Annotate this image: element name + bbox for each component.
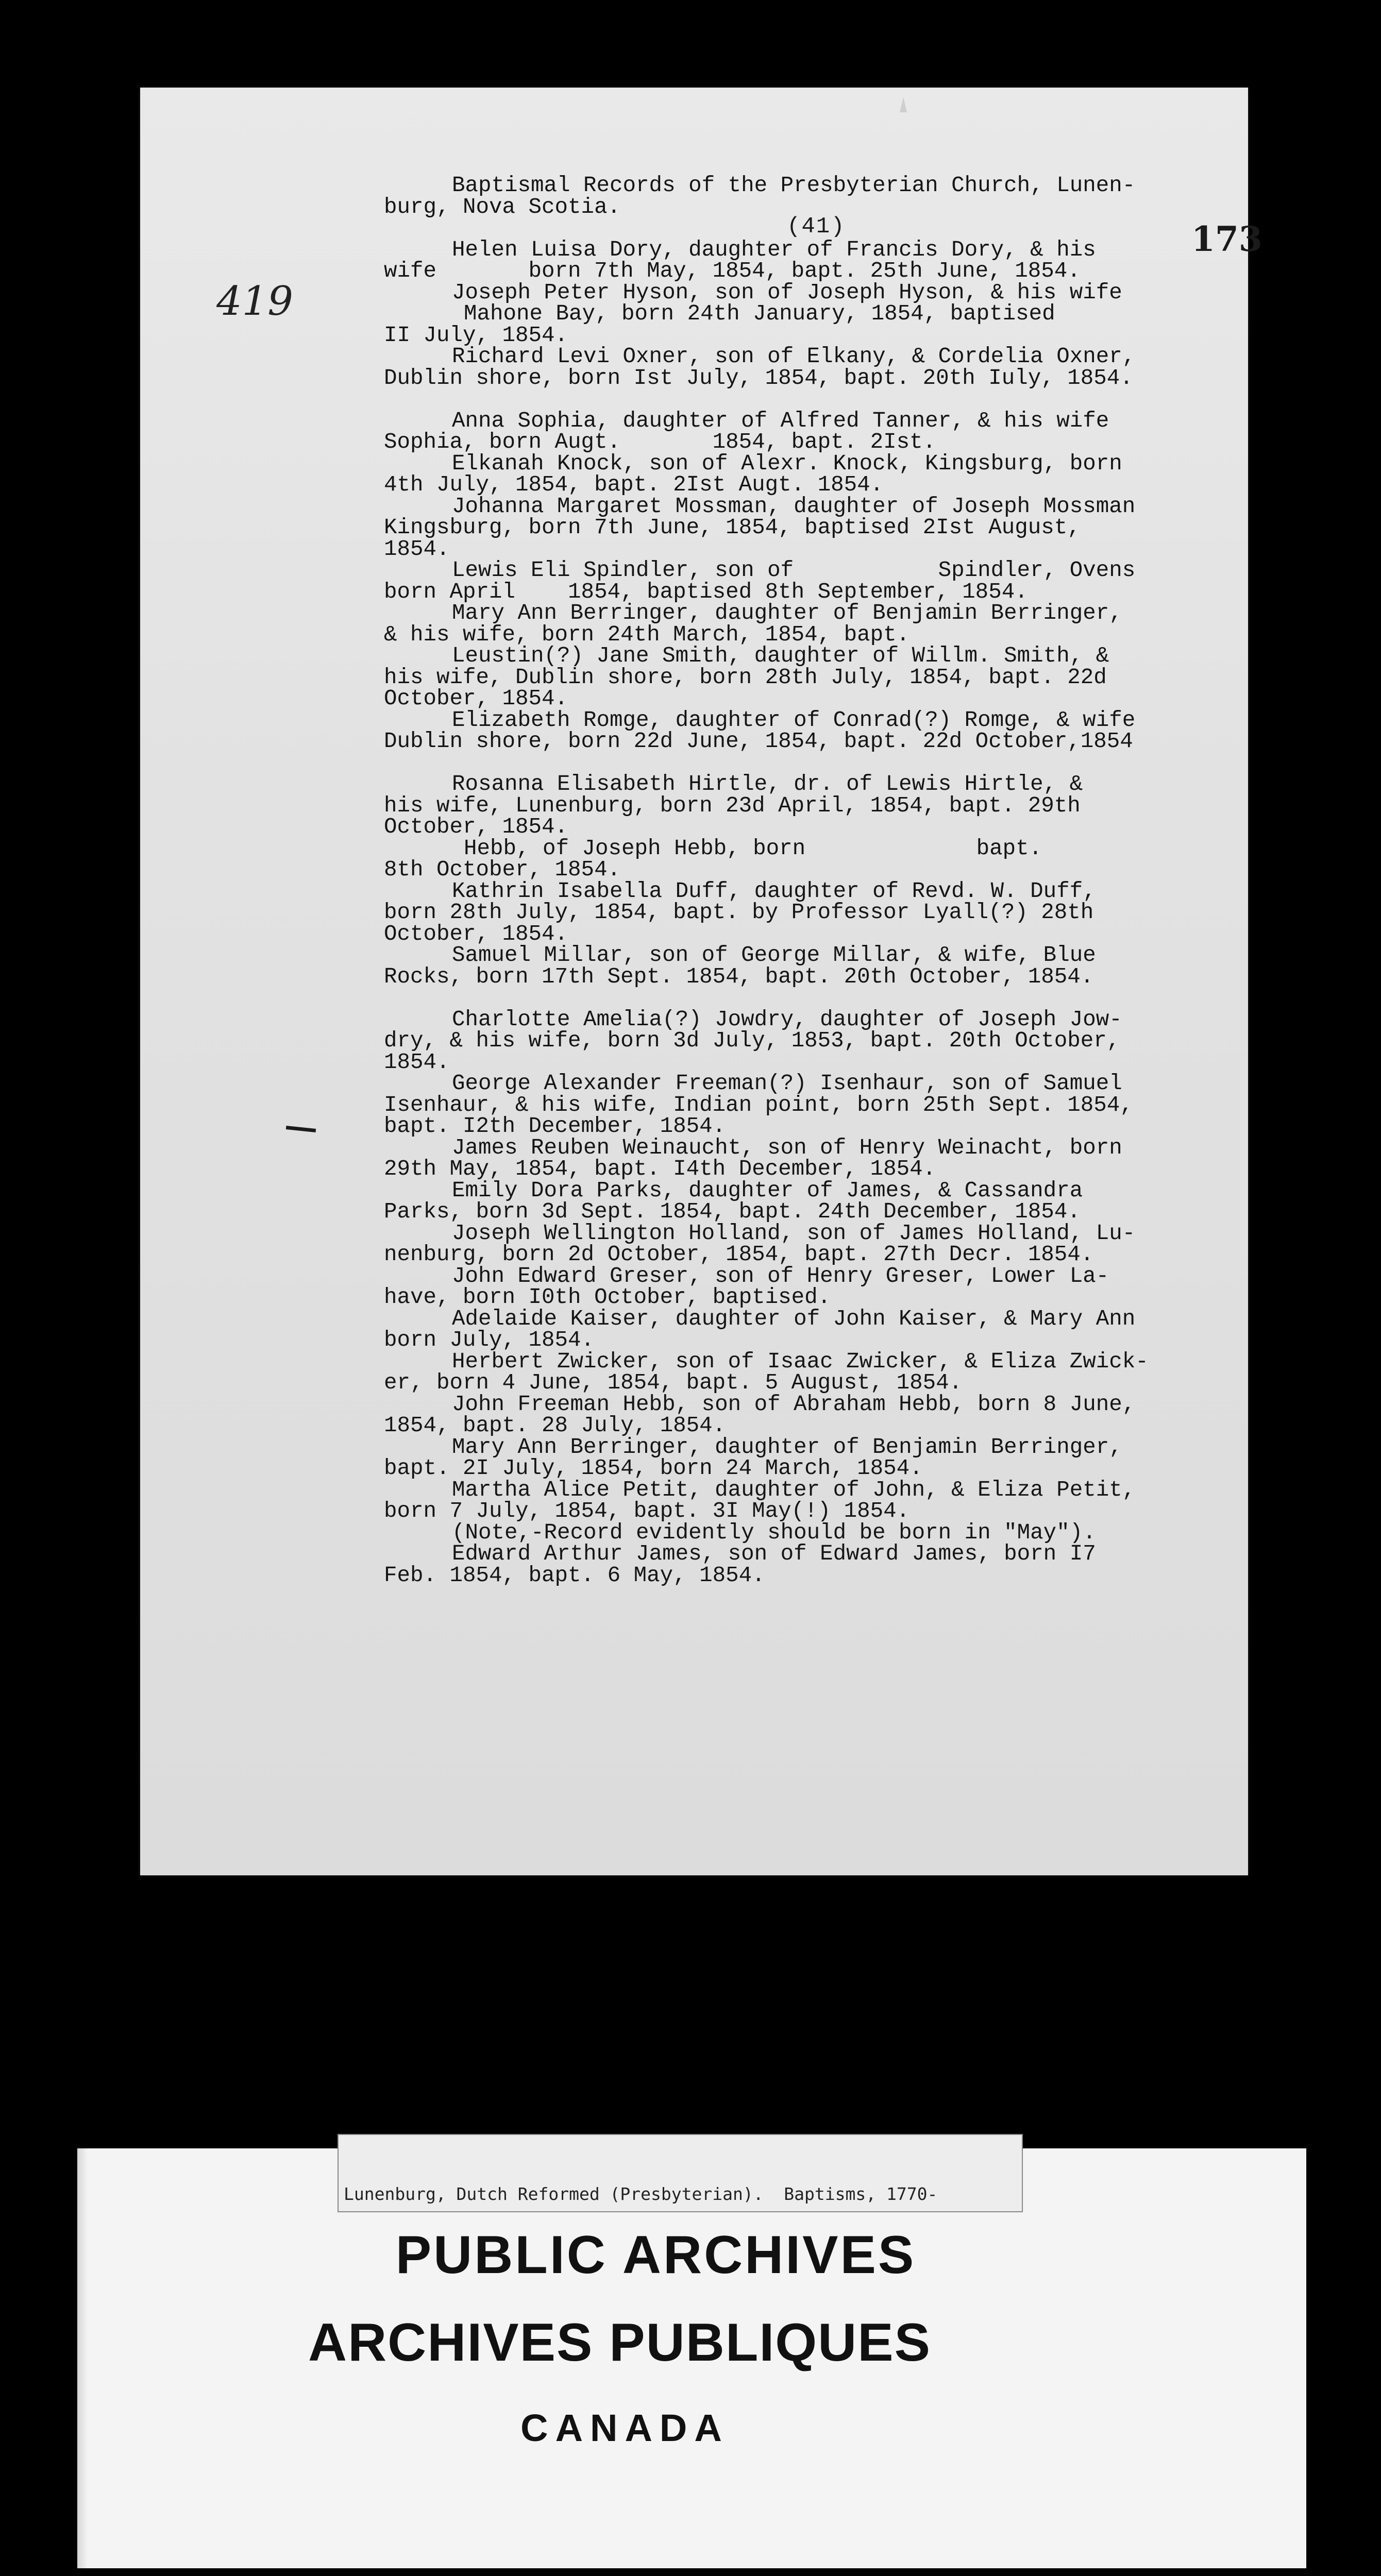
record-line: Rosanna Elisabeth Hirtle, dr. of Lewis Hirtle, & [452,772,1083,796]
record-line: Mary Ann Berringer, daughter of Benjamin Berringer, [452,601,1122,625]
record-line: Charlotte Amelia(?) Jowdry, daughter of Joseph Jow- [452,1007,1122,1032]
archive-country: CANADA [520,2406,729,2449]
record-line: & his wife, born 24th March, 1854, bapt. [384,622,910,647]
record-line: Hebb, of Joseph Hebb, born bapt. [464,836,1042,861]
record-line: 1854. [384,1049,450,1075]
record-line: born 28th July, 1854, bapt. by Professor Lyall(?) 28th [384,900,1094,925]
record-blank-line [384,988,1177,1009]
record-line: 1854, bapt. 28 July, 1854. [384,1413,726,1438]
record-line: John Edward Greser, son of Henry Greser, Lower La- [452,1263,1109,1289]
record-line: Joseph Wellington Holland, son of James Holland, Lu- [452,1221,1136,1246]
record-line: Elkanah Knock, son of Alexr. Knock, Kingsburg, born [452,451,1122,476]
record-line: October, 1854. [384,921,568,946]
reference-slip [338,2134,1023,2212]
record-line: 29th May, 1854, bapt. I4th December, 1854. [384,1157,936,1181]
record-line: dry, & his wife, born 3d July, 1853, bapt. 20th October, [384,1028,1120,1053]
record-line: Baptismal Records of the Presbyterian Church, Lunen- [452,173,1136,198]
record-line: October, 1854. [384,815,568,839]
record-line: burg, Nova Scotia. [384,194,621,219]
record-line: October, 1854. [384,686,568,711]
reference-line: Lunenburg, Dutch Reformed (Presbyterian). Baptisms, 1770- [344,2184,938,2204]
record-line: Richard Levi Oxner, son of Elkany, & Cordelia Oxner, [452,344,1136,369]
record-line: Helen Luisa Dory, daughter of Francis Dory, & his [452,237,1096,262]
record-line: George Alexander Freeman(?) Isenhaur, son of Samuel [452,1071,1122,1096]
record-line: John Freeman Hebb, son of Abraham Hebb, born 8 June, [452,1392,1136,1417]
record-line: his wife, Lunenburg, born 23d April, 1854, bapt. 29th [384,793,1081,818]
record-line: 4th July, 1854, bapt. 2Ist Augt. 1854. [384,472,884,497]
record-line: 8th October, 1854. [384,857,621,882]
record-line: Parks, born 3d Sept. 1854, bapt. 24th December, 1854. [384,1199,1081,1224]
record-line: (Note,-Record evidently should be born in "May"). [452,1520,1096,1545]
record-line: bapt. 2I July, 1854, born 24 March, 1854. [384,1456,923,1481]
record-line: Elizabeth Romge, daughter of Conrad(?) Romge, & wife [452,707,1136,733]
record-line: Kathrin Isabella Duff, daughter of Revd. W. Duff, [452,878,1096,904]
record-line: his wife, Dublin shore, born 28th July, 1854, bapt. 22d [384,665,1107,690]
folio-number: 173 [1191,219,1262,259]
archive-title-english: PUBLIC ARCHIVES [395,2225,916,2285]
record-line: Johanna Margaret Mossman, daughter of Joseph Mossman [452,494,1136,519]
record-line: Martha Alice Petit, daughter of John, & Eliza Petit, [452,1477,1136,1502]
baptismal-record-text [384,175,1177,1586]
film-mark [900,97,907,112]
record-line: Leustin(?) Jane Smith, daughter of Willm. Smith, & [452,643,1109,668]
record-blank-line [384,389,1177,411]
archive-label-card [77,2148,1306,2568]
record-line: Sophia, born Augt. 1854, bapt. 2Ist. [384,430,936,454]
record-line: Adelaide Kaiser, daughter of John Kaiser, & Mary Ann [452,1306,1136,1331]
record-line: Feb. 1854, bapt. 6 May, 1854. [384,1563,765,1588]
record-line: Emily Dora Parks, daughter of James, & Cassandra [452,1178,1083,1203]
record-line: James Reuben Weinaucht, son of Henry Weinacht, born [452,1135,1122,1160]
record-line: born July, 1854. [384,1328,595,1352]
record-line: bapt. I2th December, 1854. [384,1114,726,1139]
record-line: Dublin shore, born 22d June, 1854, bapt. 22d October,1854 [384,729,1133,754]
record-line: Samuel Millar, son of George Millar, & wife, Blue [452,943,1096,968]
record-line: Lewis Eli Spindler, son of Spindler, Ovens [452,558,1136,583]
record-line: Dublin shore, born Ist July, 1854, bapt. 20th Iuly, 1854. [384,365,1133,391]
record-line: have, born I0th October, baptised. [384,1285,831,1310]
record-line: Isenhaur, & his wife, Indian point, born 25th Sept. 1854, [384,1092,1133,1117]
record-line: er, born 4 June, 1854, bapt. 5 August, 1854. [384,1370,963,1395]
record-line: born 7 July, 1854, bapt. 3I May(!) 1854. [384,1499,910,1523]
record-line: Mahone Bay, born 24th January, 1854, baptised [464,301,1055,326]
record-line: Anna Sophia, daughter of Alfred Tanner, & his wife [452,408,1109,433]
archival-number: (41) [787,214,846,240]
handwritten-margin-note: 419 [216,278,293,325]
record-line: Edward Arthur James, son of Edward James, born I7 [452,1541,1096,1566]
archive-title-french: ARCHIVES PUBLIQUES [308,2313,932,2372]
record-blank-line [384,218,1177,240]
record-line: Rocks, born 17th Sept. 1854, bapt. 20th October, 1854. [384,964,1094,989]
record-line: nenburg, born 2d October, 1854, bapt. 27th Decr. 1854. [384,1242,1094,1267]
record-line: born April 1854, baptised 8th September, 1854. [384,579,1028,604]
record-blank-line [384,753,1177,774]
record-line: Herbert Zwicker, son of Isaac Zwicker, & Eliza Zwick- [452,1349,1149,1374]
record-line: wife born 7th May, 1854, bapt. 25th June, 1854. [384,259,1081,283]
record-line: Joseph Peter Hyson, son of Joseph Hyson, & his wife [452,280,1122,305]
record-line: II July, 1854. [384,323,568,348]
record-line: 1854. [384,536,450,562]
record-line: Kingsburg, born 7th June, 1854, baptised 2Ist August, [384,515,1081,540]
record-line: Mary Ann Berringer, daughter of Benjamin Berringer, [452,1434,1122,1460]
